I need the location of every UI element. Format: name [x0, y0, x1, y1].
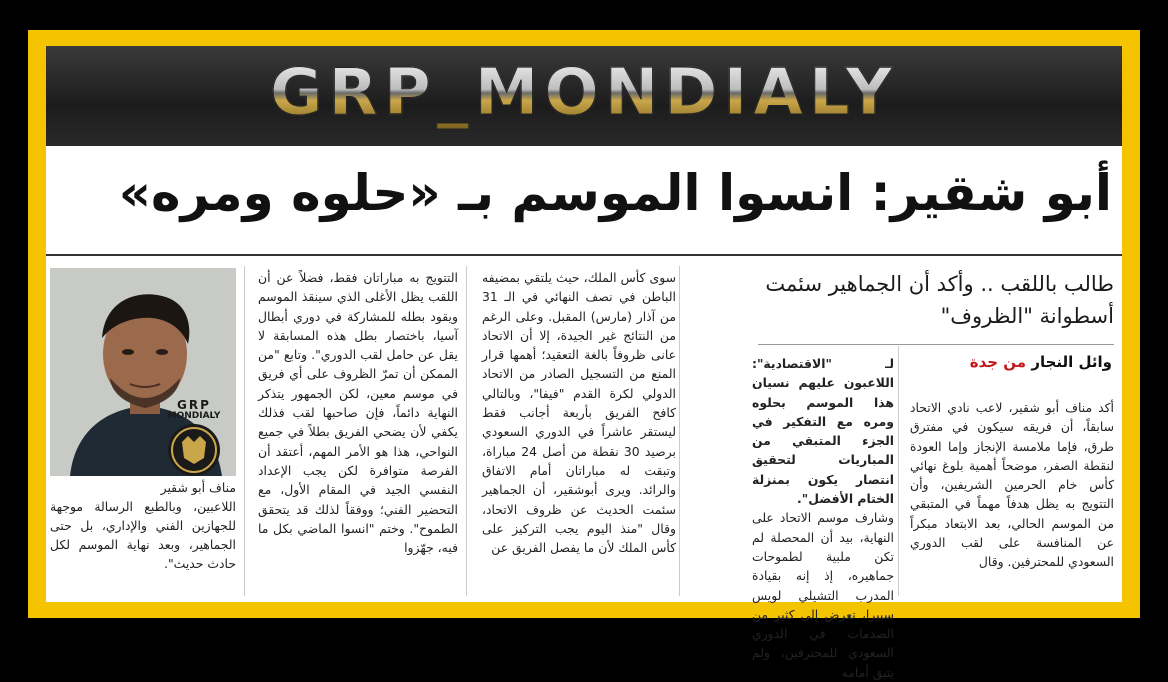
photo-caption: مناف أبو شقير	[160, 480, 236, 495]
column-2-intro: لـ "الاقتصادية": اللاعبون عليهم نسيان هذا الموسم بحلوه ومره مع التفكير في الجزء المتبقي من المباريات لتحقيق انتصار يكون بمنزلة الختام الأفضل".	[752, 356, 894, 507]
brand-banner	[46, 46, 1122, 146]
byline	[912, 350, 1112, 374]
watermark-text-1: GRP	[177, 398, 211, 412]
column-divider	[679, 266, 680, 596]
headline-divider	[46, 254, 1122, 256]
byline-place: من جدة	[969, 353, 1027, 371]
column-1-text: أكد مناف أبو شقير، لاعب نادي الاتحاد سابقاً، أن فريقه سيكون في مفترق طرق، فإما ملامسة الإنجاز وإما العودة لنقطة الصفر، موضحاً أهمية بلوغ نهائي كأس خام الحرمين الشريفين، وأن التتويج به يظل هدفاً مهماً في المتبقي من الموسم الحالي، بعد الابتعاد مبكراً عن المنافسة على لقب الدوري السعودي للمحترفين. وقال	[910, 400, 1114, 570]
article-column-4	[258, 268, 458, 598]
article-column-2	[752, 354, 894, 680]
column-4-text: التتويج به مباراتان فقط، فضلاً عن أن اللقب يظل الأغلى الذي سينقذ الموسم ويقود بطله للمشاركة في دوري أبطال آسيا، باختصار بطل هذه المسابقة لا يقل عن حامل لقب الدوري". وتابع "من الممكن أن تمرّ الظروف على أي فريق في موسم معين، لكن الجمهور يتذكر النهاية دائماً، فإن صاحبها لقب فذلك يكفي لأن يضحي الفريق بطلاً في جميع النواحي، هذا هو الأمر المهم، أعتقد أن الفرصة متوافرة لكن يجب الإعداد النفسي الجيد في المقام الأول، مع التحضير الفني؛ ووفقاً لذلك قد يتحقق الطموح". وختم "انسوا الماضي بكل ما فيه، جهّزوا	[258, 270, 458, 556]
newspaper-page	[46, 46, 1122, 680]
column-3-text: سوى كأس الملك، حيث يلتقي بمضيفه الباطن في نصف النهائي في الـ 31 من آذار (مارس) المقبل. وعلى الرغم من النتائج غير الجيدة، إلا أن الاتحاد عانى ظروفاً بالغة التعقيد؛ أهمها قرار المنع من التسجيل الصادر من الاتحاد الدولي لكرة القدم "فيفا"، وبالتالي كافح الفريق بأربعة أجانب فقط ليستقر عاشراً في الدوري السعودي برصيد 30 نقطة من أصل 24 مباراة، وتبقت له مباراتان أمام الاتفاق والرائد. ويرى أبوشقير، أن الجماهير سئمت الحديث عن ظروف الاتحاد، وقال "منذ اليوم يجب التركيز على كأس الملك لأن ما يفصل الفريق عن	[482, 270, 676, 556]
byline-author: وائل النجار	[1031, 353, 1112, 371]
watermark-logo	[154, 398, 234, 476]
article-column-1	[910, 398, 1114, 598]
subheadline-line-2: أسطوانة "الظروف"	[940, 304, 1114, 328]
column-divider	[244, 266, 245, 596]
column-5-text: اللاعبين، وبالطبع الرسالة موجهة للجهازين الفني والإداري، بل حتى الجماهير، وبعد نهاية الموسم لكل حادث حديث".	[50, 499, 236, 571]
player-photo	[50, 268, 236, 476]
watermark-text-2: MONDIALY	[167, 411, 221, 421]
column-divider	[466, 266, 467, 596]
column-2-text: وشارف موسم الاتحاد على النهاية، بيد أن المحصلة لم تكن ملبية لطموحات جماهيره، إذ إنه بقيادة المدرب التشيلي لويس سييرا، تعرض إلى كثير من الصدمات في الدوري السعودي للمحترفين، ولم يتبق أمامه	[752, 510, 894, 680]
subheadline-divider	[758, 344, 1114, 345]
article-subheadline	[756, 268, 1114, 332]
banner-title: GRP_MONDIALY	[46, 56, 1122, 130]
photo-caption-and-column-5	[50, 478, 236, 573]
subheadline-line-1: طالب باللقب .. وأكد أن الجماهير سئمت	[765, 272, 1114, 296]
article-headline: أبو شقير: انسوا الموسم بـ «حلوه ومره»	[118, 164, 1112, 222]
article-column-3	[482, 268, 676, 598]
column-divider	[898, 346, 899, 596]
